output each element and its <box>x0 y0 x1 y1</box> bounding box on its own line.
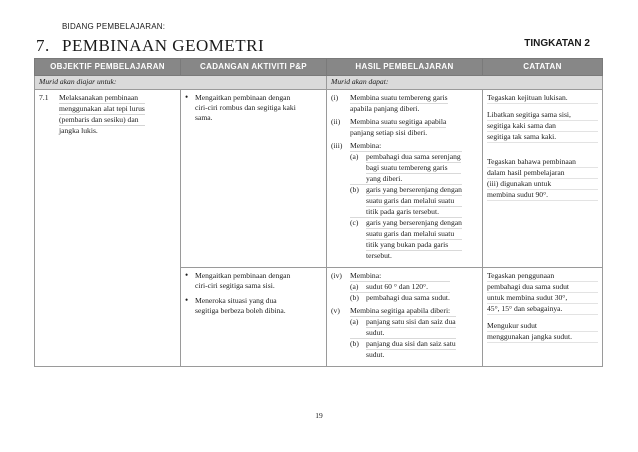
activity-item <box>185 271 322 291</box>
subitem-text <box>366 218 462 261</box>
notes-cell-2 <box>483 268 603 367</box>
subitem-line: suatu garis dan melalui suatu <box>366 229 462 240</box>
note-paragraph <box>487 157 598 201</box>
note-line: Tegaskan bahawa pembinaan <box>487 157 598 168</box>
outcome-text <box>350 93 448 114</box>
syllabus-table <box>34 58 603 367</box>
activity-line: Mengaitkan pembinaan dengan <box>195 271 291 281</box>
outcome-line: Membina: <box>350 141 462 152</box>
note-line: segitiga tak sama kaki. <box>487 132 598 143</box>
outcome-subitem <box>350 282 450 293</box>
activity-line: ciri-ciri rombus dan segitiga kaki <box>195 103 296 113</box>
column-header-activity: CADANGAN AKTIVITI P&P <box>181 59 327 76</box>
objective-subheader: Murid akan diajar untuk: <box>35 76 327 90</box>
outcome-item <box>331 271 478 303</box>
outcome-subitem <box>350 339 456 360</box>
outcome-line: panjang setiap sisi diberi. <box>350 128 428 138</box>
subitem-text <box>366 152 461 184</box>
note-line: Tegaskan kejituan lukisan. <box>487 93 598 104</box>
note-line: Tegaskan penggunaan <box>487 271 598 282</box>
chapter-heading <box>36 36 264 56</box>
subitem-line: bagi suatu tembereng garis <box>366 163 461 174</box>
outcome-item <box>331 306 478 360</box>
outcome-numeral: (iii) <box>331 141 343 151</box>
objective-line: Melaksanakan pembinaan <box>59 93 145 104</box>
activity-line: ciri-ciri segitiga sama sisi. <box>195 281 275 291</box>
outcome-item <box>331 117 478 138</box>
note-line: 45°, 15° dan sebagainya. <box>487 304 598 315</box>
subitem-letter: (a) <box>350 152 359 162</box>
outcome-subitem <box>350 317 456 339</box>
note-paragraph <box>487 110 598 143</box>
outcome-text <box>350 271 450 303</box>
subitem-line: garis yang berserenjang dengan <box>366 218 462 229</box>
objective-text <box>59 93 145 136</box>
subitem-line: garis yang berserenjang dengan <box>366 185 462 196</box>
outcome-text <box>350 141 462 261</box>
subitem-line: pembahagi dua sama sudut. <box>366 293 450 303</box>
note-line: menggunakan jangka sudut. <box>487 332 598 343</box>
subitem-line: sudut 60 ° dan 120°. <box>366 282 428 292</box>
subitem-letter: (b) <box>350 339 359 349</box>
outcome-numeral: (ii) <box>331 117 341 127</box>
subitem-line: panjang satu sisi dan saiz dua <box>366 317 456 328</box>
outcome-line: apabila panjang diberi. <box>350 104 420 114</box>
subitem-line: yang diberi. <box>366 174 403 184</box>
activity-line: segitiga berbeza boleh dibina. <box>195 306 286 316</box>
outcome-numeral: (v) <box>331 306 340 316</box>
page-number: 19 <box>315 411 323 420</box>
subitem-line: sudut. <box>366 350 385 360</box>
outcome-subitem <box>350 293 450 303</box>
outcome-item <box>331 93 478 114</box>
subject-label: BIDANG PEMBELAJARAN: <box>62 22 166 31</box>
activity-line: Meneroka situasi yang dua <box>195 296 277 306</box>
subitem-line: tersebut. <box>366 251 392 261</box>
note-paragraph <box>487 321 598 343</box>
note-line: membina sudut 90°. <box>487 190 598 201</box>
subitem-line: suatu garis dan melalui suatu <box>366 196 462 207</box>
column-header-notes: CATATAN <box>483 59 603 76</box>
notes-cell-1 <box>483 90 603 268</box>
objective-number: 7.1 <box>39 93 49 102</box>
activity-line: Mengaitkan pembinaan dengan <box>195 93 291 102</box>
outcome-text <box>350 117 446 138</box>
outcome-subheader: Murid akan dapat: <box>327 76 603 90</box>
note-line: dalam hasil pembelajaran <box>487 168 598 179</box>
outcome-text <box>350 306 456 360</box>
outcome-subitem <box>350 152 462 185</box>
subitem-text <box>366 317 456 338</box>
note-line: pembahagi dua sama sudut <box>487 282 598 293</box>
activity-item <box>185 93 322 123</box>
note-line: (iii) digunakan untuk <box>487 179 598 190</box>
outcome-numeral: (i) <box>331 93 339 102</box>
note-line: Libatkan segitiga sama sisi, <box>487 110 598 121</box>
chapter-title: PEMBINAAN GEOMETRI <box>62 36 265 55</box>
activity-item <box>185 296 322 316</box>
note-line: untuk membina sudut 30°, <box>487 293 598 304</box>
outcome-line: Membina suatu segitiga apabila <box>350 117 446 128</box>
note-line: segitiga kaki sama dan <box>487 121 598 132</box>
outcome-numeral: (iv) <box>331 271 342 281</box>
outcome-line: Membina segitiga apabila diberi: <box>350 306 456 317</box>
objective-line: menggunakan alat tepi lurus <box>59 104 145 115</box>
subitem-letter: (c) <box>350 218 359 228</box>
column-header-objective: OBJEKTIF PEMBELAJARAN <box>35 59 181 76</box>
activity-text <box>195 93 296 123</box>
activity-cell-1 <box>181 90 327 268</box>
subitem-line: titik yang bukan pada garis <box>366 240 462 251</box>
form-label: TINGKATAN 2 <box>524 38 590 49</box>
outcome-subitem <box>350 218 462 261</box>
bullet-icon: • <box>185 270 189 281</box>
activity-text <box>195 271 290 291</box>
objective-cell <box>35 90 181 367</box>
subitem-line: titik pada garis tersebut. <box>366 207 439 217</box>
outcome-subitem <box>350 185 462 218</box>
objective-line: (pembaris dan sesiku) dan <box>59 115 145 126</box>
note-line: Mengukur sudut <box>487 321 598 332</box>
subitem-letter: (a) <box>350 282 359 292</box>
outcome-cell-1 <box>327 90 483 268</box>
bullet-icon: • <box>185 92 189 102</box>
activity-text <box>195 296 286 316</box>
subitem-line: panjang dua sisi dan saiz satu <box>366 339 456 350</box>
outcome-cell-2 <box>327 268 483 367</box>
subitem-text <box>366 339 456 360</box>
subitem-text <box>366 282 428 292</box>
subitem-letter: (b) <box>350 185 359 195</box>
objective-line: jangka lukis. <box>59 126 98 136</box>
note-paragraph <box>487 271 598 315</box>
outcome-line: Membina: <box>350 271 450 282</box>
subitem-letter: (a) <box>350 317 359 327</box>
note-paragraph <box>487 93 598 104</box>
subitem-letter: (b) <box>350 293 359 303</box>
chapter-number: 7. <box>36 36 50 55</box>
bullet-icon: • <box>185 295 189 306</box>
subitem-line: pembahagi dua sama serenjang <box>366 152 461 163</box>
activity-line: sama. <box>195 113 213 123</box>
subitem-text <box>366 293 450 303</box>
column-header-outcome: HASIL PEMBELAJARAN <box>327 59 483 76</box>
subitem-text <box>366 185 462 217</box>
subitem-line: sudut. <box>366 328 385 338</box>
activity-cell-2 <box>181 268 327 367</box>
outcome-item <box>331 141 478 261</box>
outcome-line: Membina suatu tembereng garis <box>350 93 448 104</box>
